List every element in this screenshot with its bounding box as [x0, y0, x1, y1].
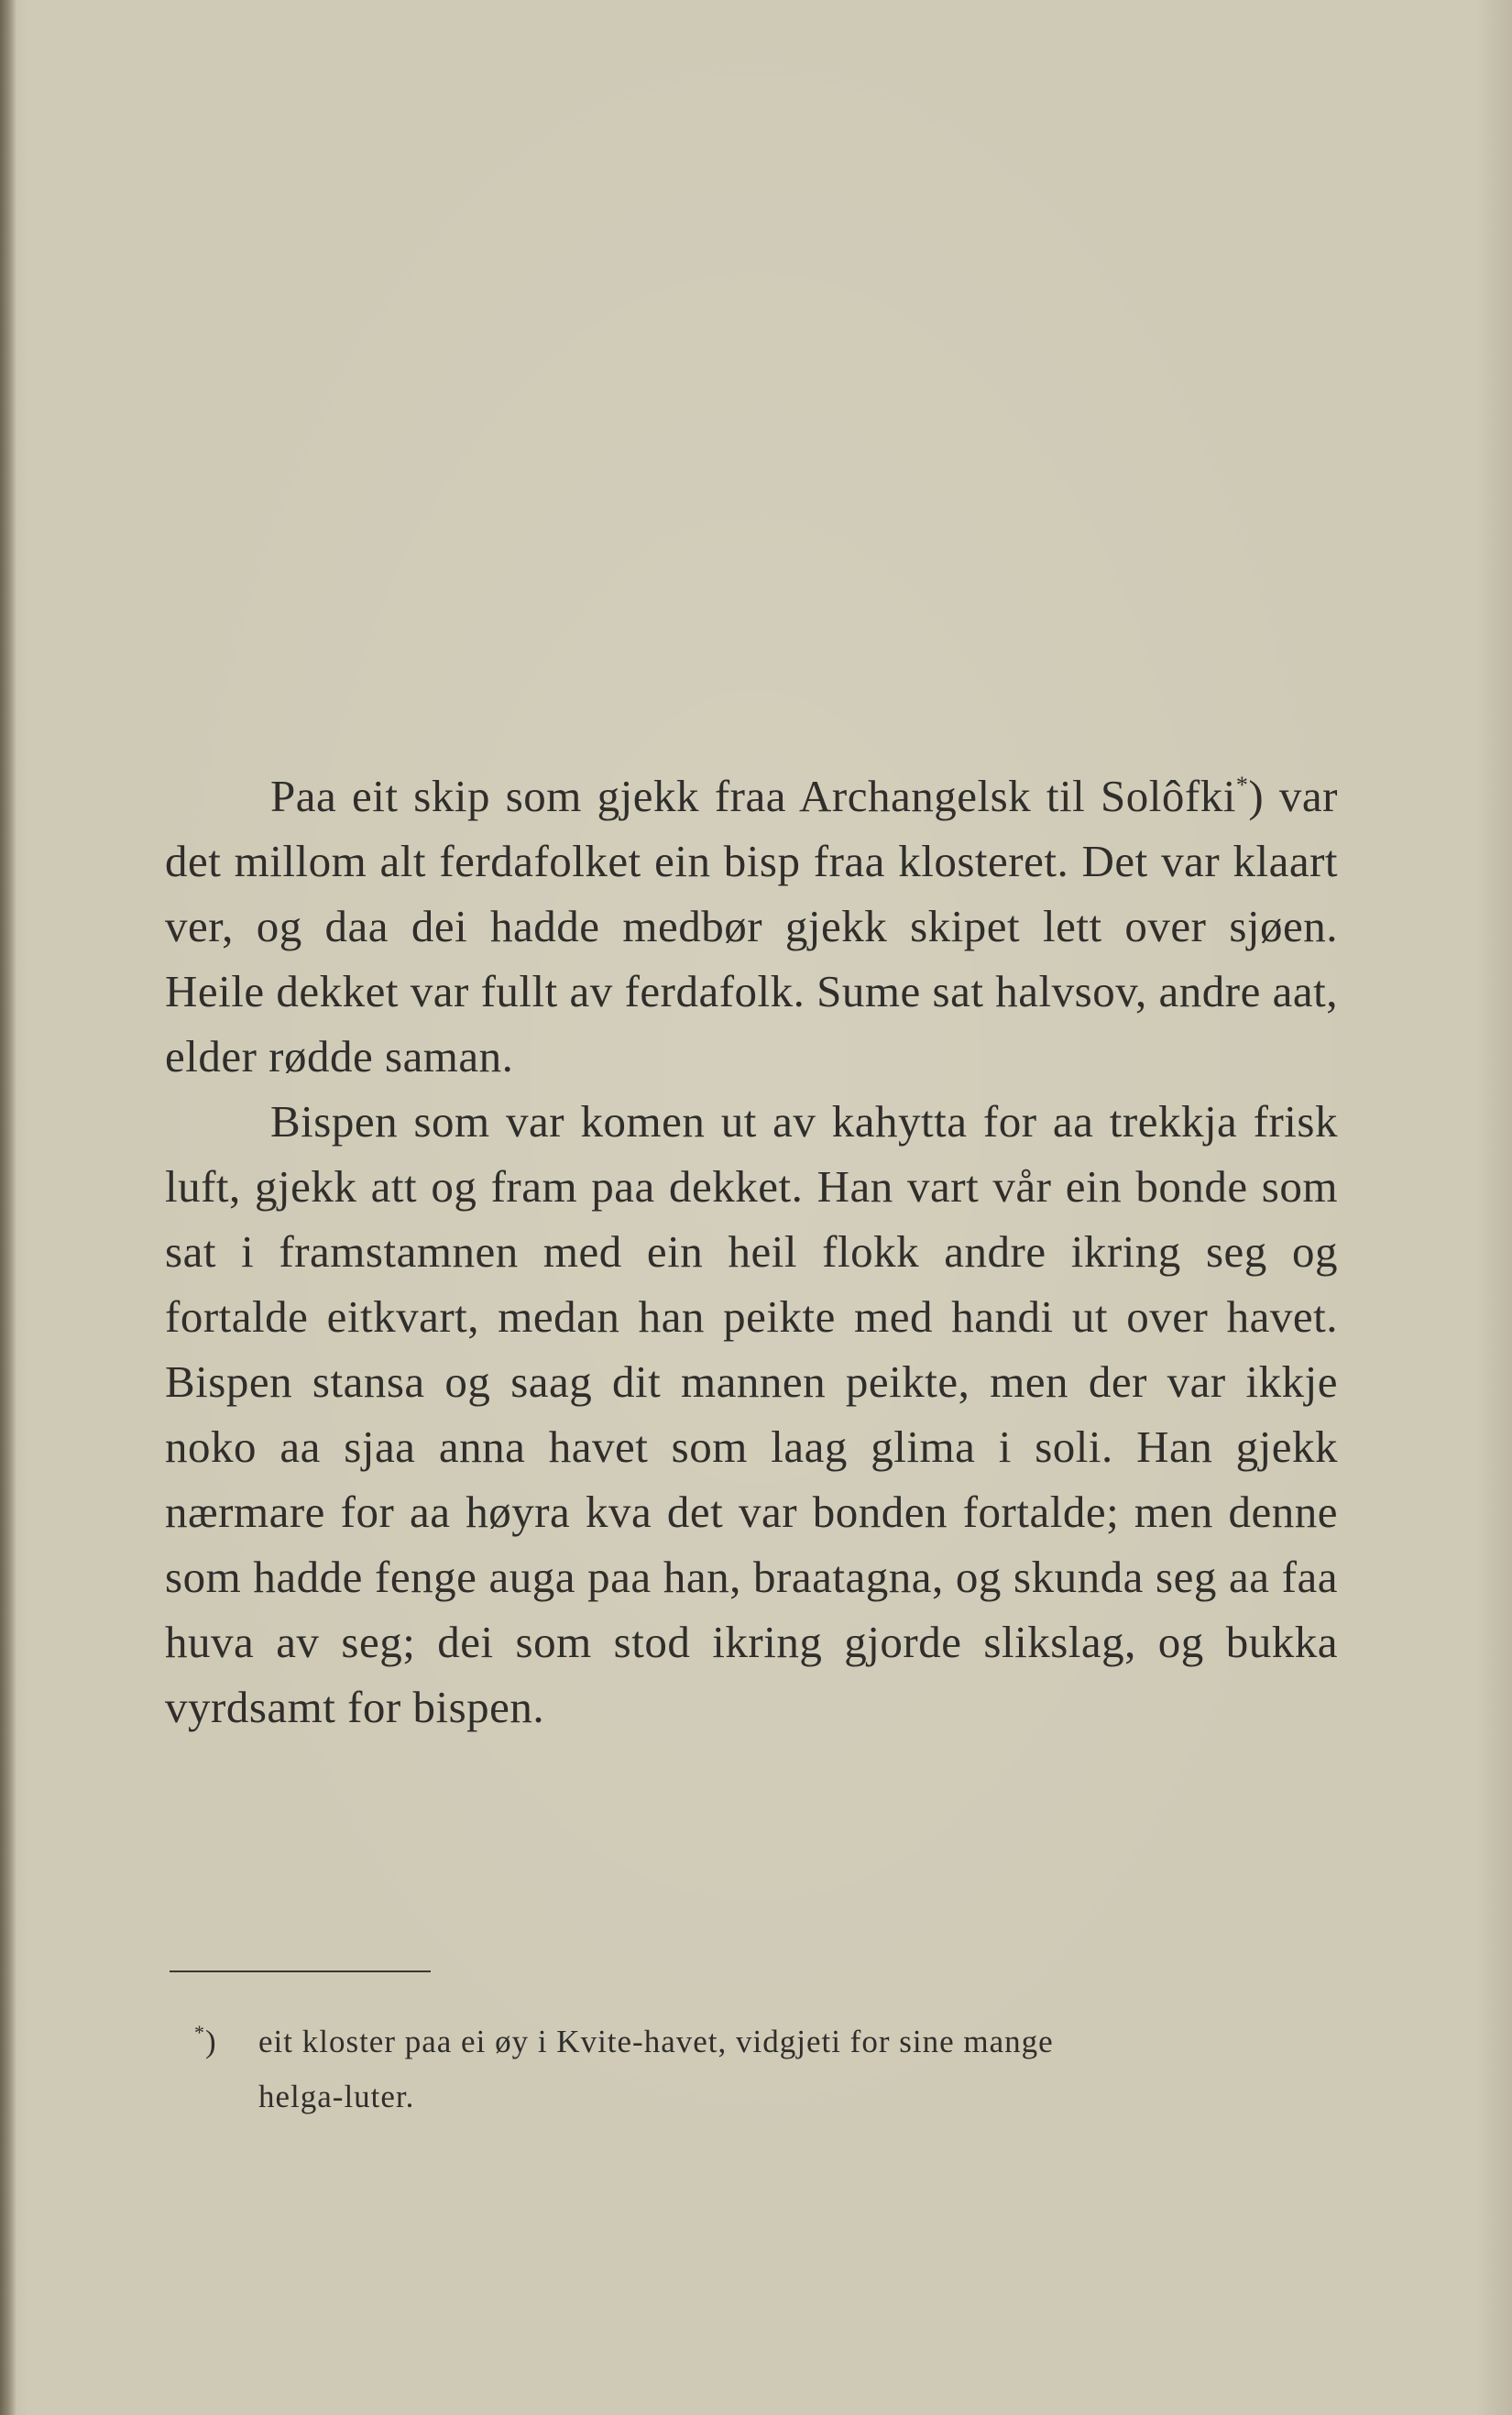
footnote-text-1: eit kloster paa ei øy i Kvite-havet, vidgjeti for sine mange — [258, 2024, 1054, 2059]
paragraph-1-start: Paa eit skip som gjekk fraa Archangelsk til Solôfki — [270, 771, 1236, 821]
footnote-marker-paren: ) — [205, 2024, 217, 2059]
footnote-line-2: helga-luter. — [258, 2079, 415, 2114]
main-text — [165, 763, 1338, 1740]
footnote-divider — [170, 1970, 431, 1972]
footnote-marker — [194, 2014, 258, 2069]
footnote — [194, 2014, 1340, 2124]
footnote-line-1 — [194, 2014, 1340, 2069]
page-binding-edge — [0, 0, 16, 2415]
paragraph-1 — [165, 763, 1338, 1089]
footnote-reference: * — [1235, 772, 1249, 798]
paragraph-2: Bispen som var komen ut av kahytta for aa trekkja frisk luft, gjekk att og fram paa dekket. Han vart vår ein bonde som sat i framstamnen med ein heil flokk andre ikring seg og fortalde eitkvart, medan han peikte med handi ut over havet. Bispen stansa og saag dit mannen peikte, men der var ikkje noko aa sjaa anna havet som laag glima i soli. Han gjekk nærmare for aa høyra kva det var bonden fortalde; men denne som hadde fenge auga paa han, braatagna, og skunda seg aa faa huva av seg; dei som stod ikring gjorde slikslag, og bukka vyrdsamt for bispen. — [165, 1096, 1338, 1732]
paragraph-1-rest: ) var det millom alt ferdafolket ein bisp fraa klosteret. Det var klaart ver, og daa dei hadde medbør gjekk skipet lett over sjøen. Heile dekket var fullt av ferdafolk. Sume sat halvsov, andre aat, elder rødde saman. — [165, 771, 1338, 1081]
footnote-marker-star: * — [194, 2021, 205, 2044]
